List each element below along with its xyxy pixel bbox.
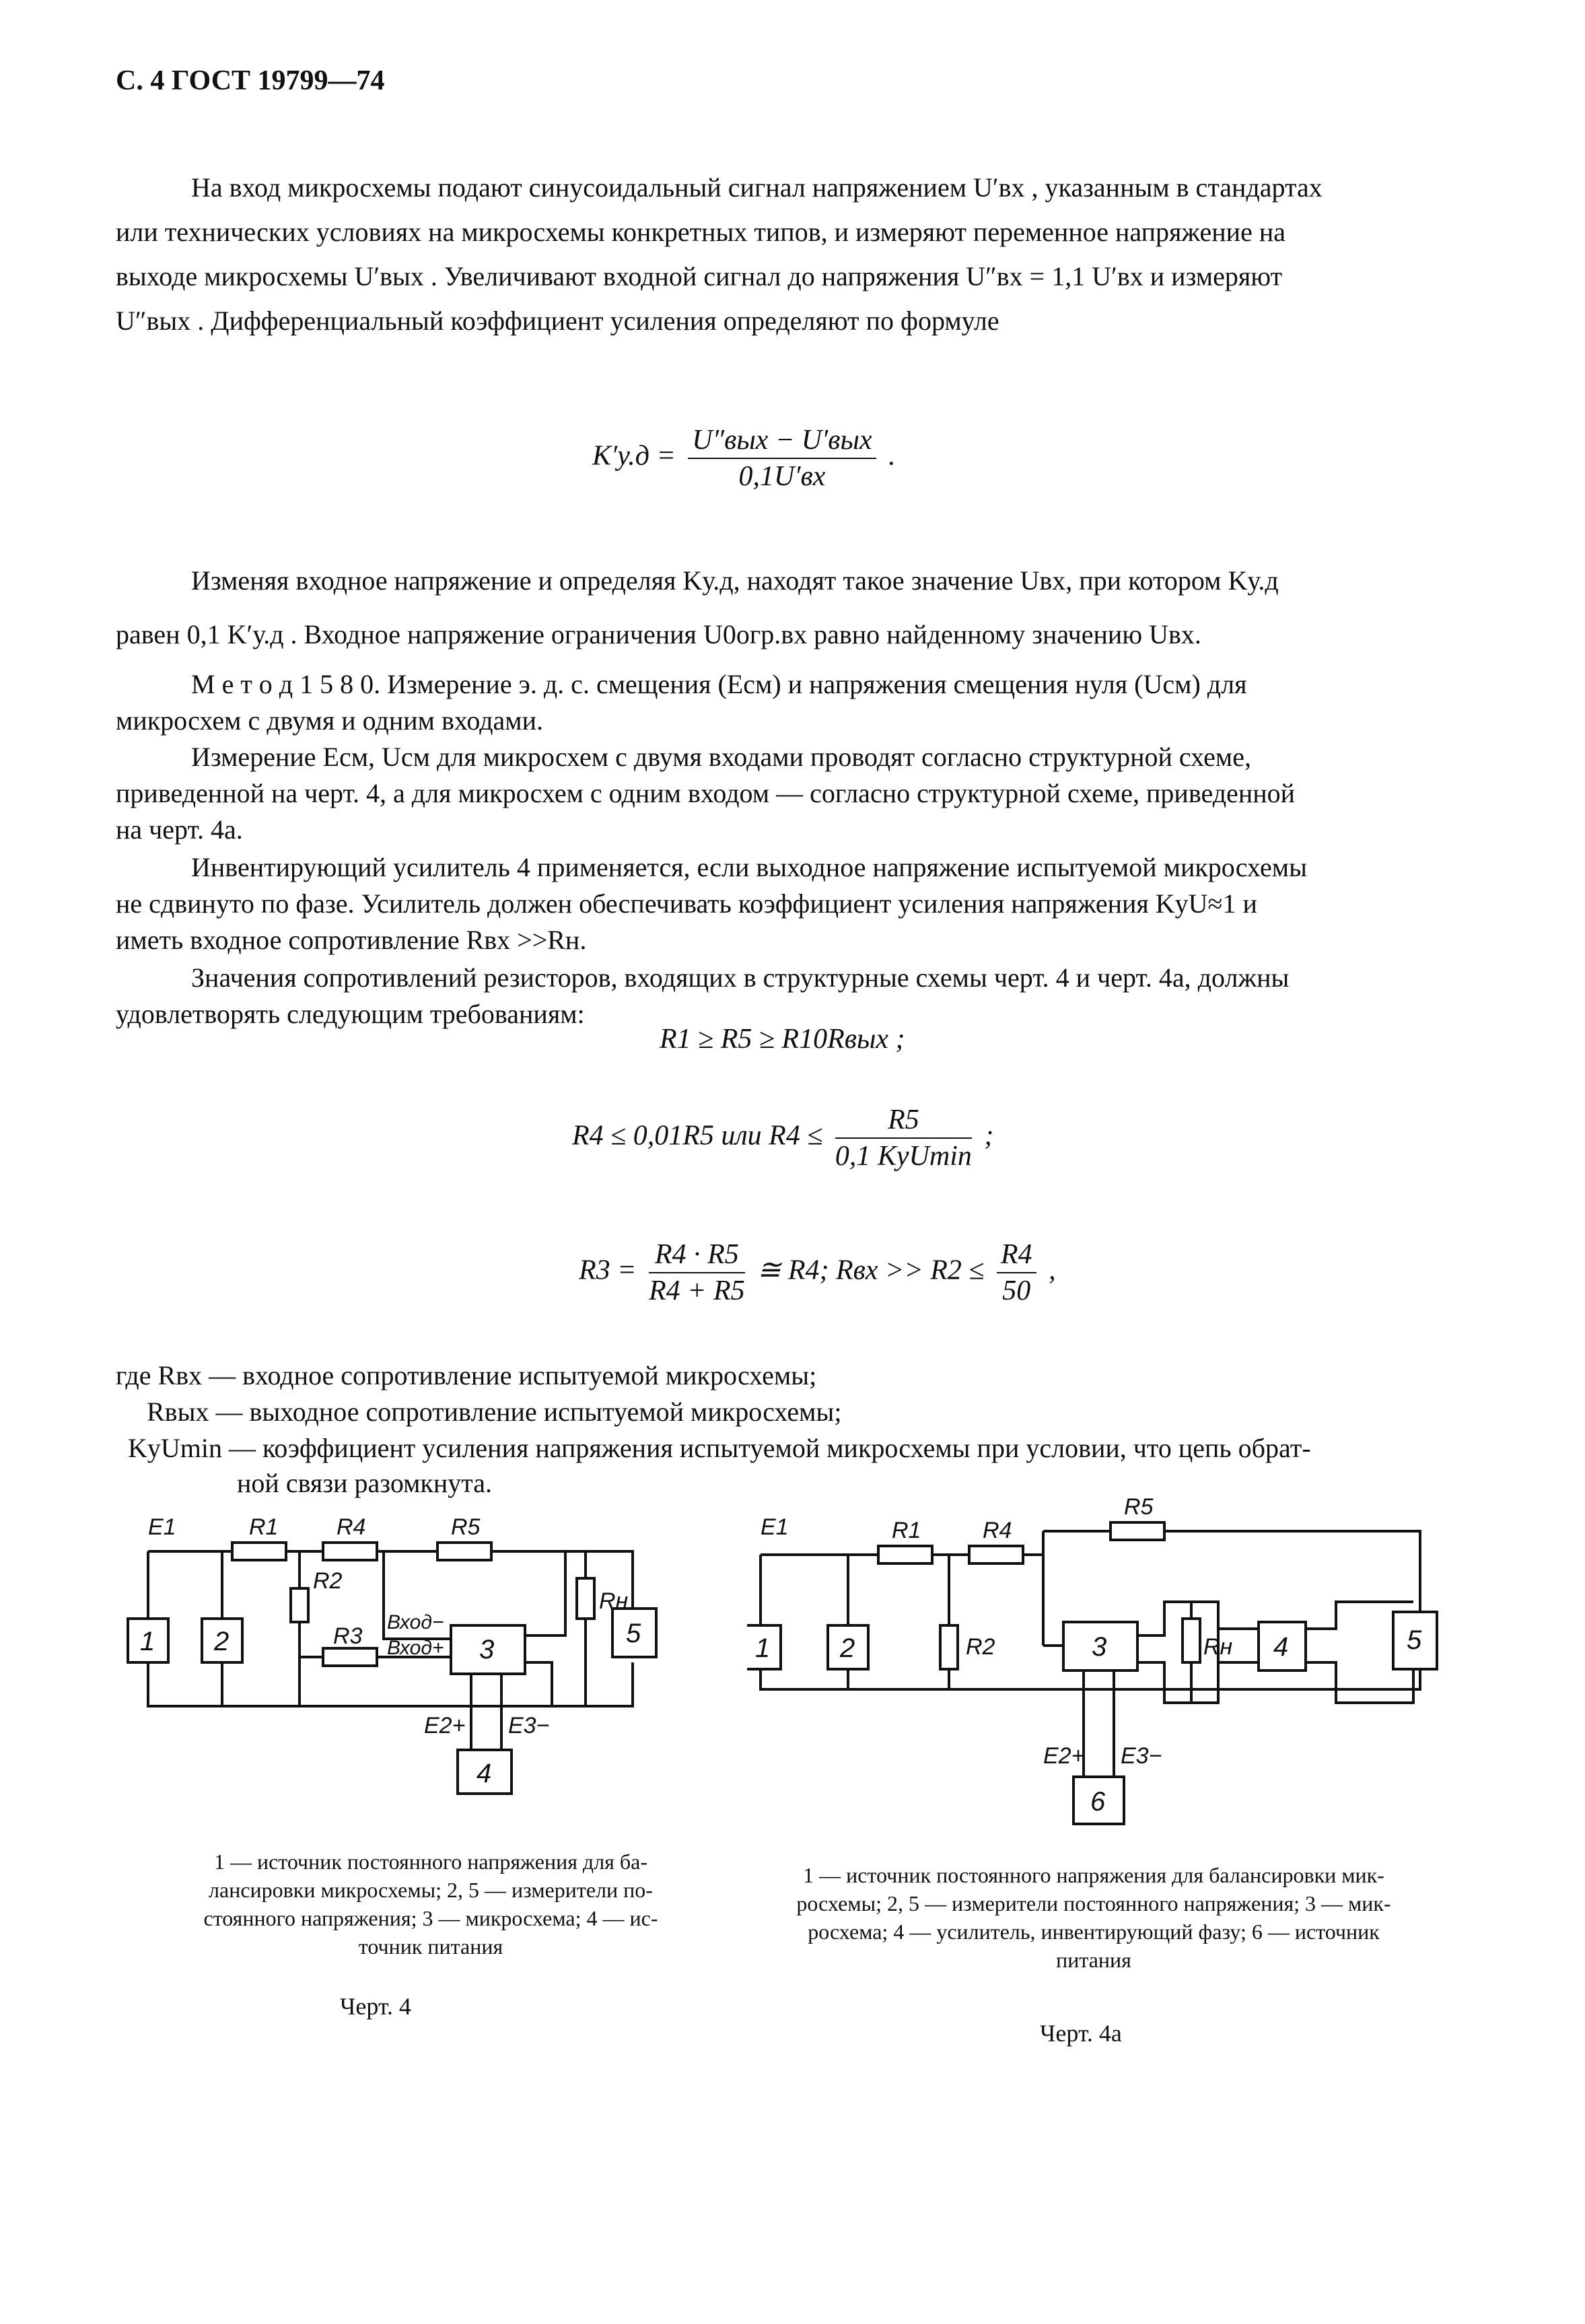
label-r1: R1 — [892, 1518, 921, 1543]
formula-numerator: R5 — [835, 1104, 972, 1139]
formula-resistor-r4 — [572, 1104, 993, 1172]
circuit-diagram-chert-4 — [121, 1501, 754, 1797]
paragraph-limit-voltage-cont — [116, 612, 1469, 657]
label-input-minus: Вход− — [387, 1611, 444, 1633]
legend-item — [147, 1396, 841, 1428]
paragraph-line: не сдвинуто по фазе. Усилитель должен обеспечивать коэффициент усиления напряжения KyU≈1 и — [116, 888, 1257, 919]
label-e1: E1 — [148, 1514, 176, 1540]
legend-text: — выходное сопротивление испытуемой микросхемы; — [215, 1397, 842, 1427]
resistor-rn — [577, 1578, 594, 1619]
caption-line: 1 — источник постоянного напряжения для балансировки мик- — [803, 1863, 1384, 1887]
paragraph-line: удовлетворять следующим требованиям: — [116, 999, 585, 1029]
resistor-r1 — [232, 1543, 286, 1560]
formula-tail: , — [1049, 1255, 1056, 1286]
formula-tail: . — [888, 440, 896, 472]
paragraph-inverting-amp — [116, 849, 1469, 886]
page-header: С. 4 ГОСТ 19799—74 — [116, 65, 385, 96]
formula-denominator: 0,1U′вх — [738, 461, 826, 492]
label-e1: E1 — [761, 1514, 789, 1540]
legend-symbol: KyUmin — [128, 1433, 222, 1463]
resistor-r5 — [1111, 1522, 1164, 1540]
paragraph-line: микросхем с двумя и одним входами. — [116, 705, 544, 736]
formula-mid: ≅ R4; Rвх >> R2 ≤ — [757, 1255, 985, 1286]
caption-line: росхема; 4 — усилитель, инвентирующий фазу; 6 — источник — [808, 1920, 1380, 1944]
label-e2: E2+ — [424, 1713, 466, 1738]
legend-text: — коэффициент усиления напряжения испытуемой микросхемы при условии, что цепь обрат- — [229, 1433, 1311, 1463]
formula-numerator: U″вых − U′вых — [688, 424, 876, 459]
figure-label-chert-4a: Черт. 4а — [1040, 2020, 1122, 2047]
caption-line: стоянного напряжения; 3 — микросхема; 4 — ис- — [203, 1906, 658, 1930]
label-r2: R2 — [313, 1568, 343, 1594]
formula-left: R4 ≤ 0,01R5 или R4 ≤ — [572, 1120, 823, 1152]
figure-caption-chert-4a — [734, 1861, 1454, 1974]
label-r1: R1 — [249, 1514, 279, 1540]
formula-fraction — [835, 1104, 972, 1172]
resistor-r5 — [437, 1543, 491, 1560]
paragraph-line: или технических условиях на микросхемы конкретных типов, и измеряют переменное напряжение на — [116, 217, 1285, 247]
block-4-label: 4 — [1273, 1632, 1289, 1662]
formula-denominator: 0,1 KyUmin — [835, 1141, 972, 1172]
formula-numerator-2: R4 — [997, 1238, 1036, 1273]
formula-differential-gain — [592, 424, 896, 493]
circuit-diagram-chert-4a — [747, 1494, 1467, 1844]
caption-line: 1 — источник постоянного напряжения для ба- — [213, 1850, 648, 1874]
resistor-r2 — [940, 1625, 958, 1669]
label-rn: Rн — [1203, 1634, 1233, 1660]
legend-text: ной связи разомкнута. — [237, 1468, 492, 1498]
legend-item — [128, 1432, 1311, 1464]
formula-resistor-r3 — [579, 1238, 1056, 1307]
label-e2: E2+ — [1043, 1743, 1085, 1769]
block-2-label: 2 — [840, 1633, 855, 1663]
label-e3: E3− — [1121, 1743, 1162, 1769]
resistor-r3 — [323, 1648, 377, 1666]
formula-resistor-r1: R1 ≥ R5 ≥ R10Rвых ; — [660, 1024, 905, 1055]
caption-line: лансировки микросхемы; 2, 5 — измерители по- — [209, 1878, 653, 1902]
label-rn: Rн — [599, 1588, 629, 1614]
paragraph-line: на черт. 4а. — [116, 814, 243, 845]
formula-fraction — [688, 424, 876, 493]
resistor-r1 — [878, 1546, 932, 1563]
method-text: Измерение э. д. с. смещения (Eсм) и напряжения смещения нуля (Uсм) для — [387, 669, 1247, 699]
paragraph-line: выходе микросхемы U′вых . Увеличивают входной сигнал до напряжения U″вх = 1,1 U′вх и измеряют — [116, 261, 1283, 291]
block-5-label: 5 — [626, 1619, 641, 1648]
resistor-r4 — [969, 1546, 1023, 1563]
paragraph-input-signal — [116, 166, 1469, 210]
paragraph-line: U″вых . Дифференциальный коэффициент усиления определяют по формуле — [116, 306, 999, 336]
paragraph-method-1580-cont — [116, 703, 1469, 739]
block-4-label: 4 — [477, 1759, 492, 1788]
caption-line: питания — [1056, 1948, 1131, 1972]
resistor-rn — [1183, 1619, 1200, 1662]
formula-numerator: R4 · R5 — [649, 1238, 745, 1273]
figure-label-chert-4: Черт. 4 — [340, 1993, 411, 2020]
paragraph-measurement — [116, 739, 1469, 775]
paragraph-line: Изменяя входное напряжение и определяя Kу.д, находят такое значение Uвх, при котором Kу.д — [191, 565, 1279, 596]
formula-denominator-2: 50 — [1002, 1275, 1031, 1306]
legend-symbol: где Rвх — [116, 1360, 203, 1390]
caption-line: росхемы; 2, 5 — измерители постоянного напряжения; 3 — мик- — [796, 1891, 1391, 1915]
block-6-label: 6 — [1090, 1787, 1106, 1817]
paragraph-inverting-amp-cont — [116, 886, 1469, 958]
formula-tail: ; — [984, 1120, 994, 1152]
method-lead: М е т о д 1 5 8 0. — [191, 669, 381, 699]
legend-symbol: Rвых — [147, 1397, 209, 1427]
label-r3: R3 — [333, 1623, 363, 1649]
formula-lhs: R3 = — [579, 1255, 637, 1286]
paragraph-input-signal-cont — [116, 210, 1469, 343]
block-2-label: 2 — [214, 1627, 230, 1656]
paragraph-line: Значения сопротивлений резисторов, входящих в структурные схемы черт. 4 и черт. 4а, должны — [191, 962, 1290, 993]
label-r5: R5 — [451, 1514, 481, 1540]
block-1-label: 1 — [140, 1627, 155, 1656]
paragraph-line: Инвентирующий усилитель 4 применяется, если выходное напряжение испытуемой микросхемы — [191, 852, 1307, 882]
paragraph-measurement-cont — [116, 775, 1469, 848]
paragraph-line: Измерение Eсм, Uсм для микросхем с двумя входами проводят согласно структурной схеме, — [191, 742, 1251, 772]
label-input-plus: Вход+ — [387, 1637, 444, 1659]
figure-caption-chert-4 — [108, 1847, 754, 1961]
label-r4: R4 — [337, 1514, 366, 1540]
block-3-label: 3 — [1092, 1632, 1107, 1662]
paragraph-line: иметь входное сопротивление Rвх >>Rн. — [116, 925, 587, 955]
label-r5: R5 — [1124, 1494, 1154, 1520]
legend-item — [116, 1360, 816, 1391]
paragraph-line: На вход микросхемы подают синусоидальный сигнал напряжением U′вх , указанным в стандартах — [191, 172, 1323, 203]
label-e3: E3− — [508, 1713, 550, 1738]
caption-line: точник питания — [358, 1934, 503, 1959]
resistor-r4 — [323, 1543, 377, 1560]
formula-lhs: K′у.д = — [592, 440, 676, 472]
label-r4: R4 — [983, 1518, 1012, 1543]
paragraph-resistor-requirements — [116, 960, 1469, 996]
paragraph-method-1580 — [116, 666, 1469, 703]
formula-denominator: R4 + R5 — [649, 1275, 745, 1306]
legend-item — [237, 1467, 492, 1499]
paragraph-line — [116, 666, 1469, 703]
legend-text: — входное сопротивление испытуемой микросхемы; — [209, 1360, 817, 1390]
label-r2: R2 — [966, 1634, 995, 1660]
paragraph-limit-voltage — [116, 559, 1469, 603]
formula-fraction-2 — [997, 1238, 1036, 1307]
block-5-label: 5 — [1407, 1625, 1422, 1655]
paragraph-line: приведенной на черт. 4, а для микросхем с одним входом — согласно структурной схеме, приведенной — [116, 778, 1296, 808]
block-1-label: 1 — [755, 1633, 771, 1663]
resistor-r2 — [291, 1588, 308, 1622]
formula-fraction — [649, 1238, 745, 1307]
paragraph-line: равен 0,1 K′у.д . Входное напряжение ограничения U0огр.вх равно найденному значению Uвх. — [116, 619, 1201, 649]
block-3-label: 3 — [479, 1635, 495, 1664]
